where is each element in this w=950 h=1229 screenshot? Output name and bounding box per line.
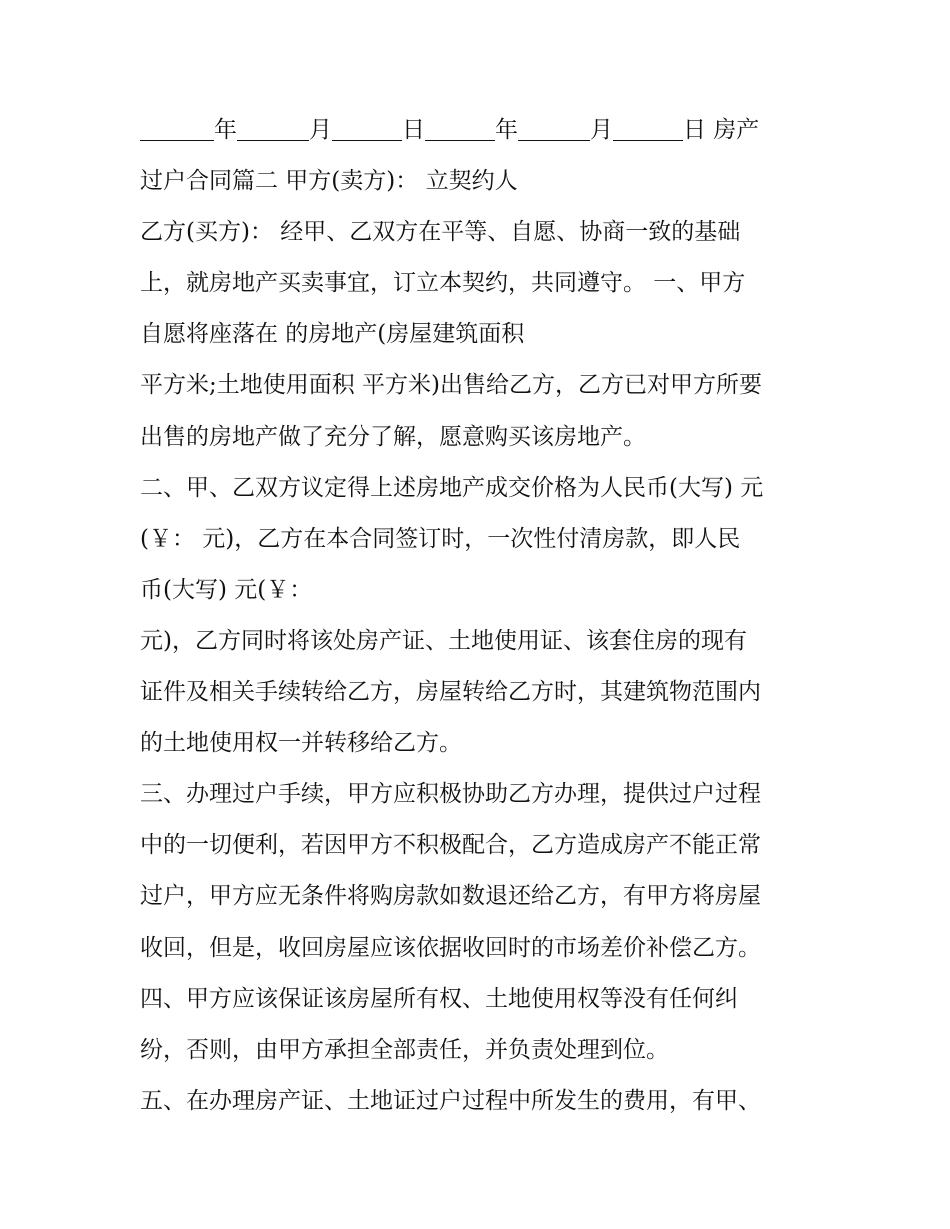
text-line: 上，就房地产买卖事宜，订立本契约，共同遵守。 一、甲方 bbox=[140, 270, 746, 297]
blank-line bbox=[613, 113, 683, 141]
year-label: 年 bbox=[495, 117, 518, 143]
text-line: 出售的房地产做了充分了解，愿意购买该房地产。 bbox=[140, 423, 646, 450]
text-line: 自愿将座落在 的房地产(房屋建筑面积 bbox=[140, 321, 525, 348]
blank-line bbox=[518, 113, 590, 141]
text-line: 二、甲、乙双方议定得上述房地产成交价格为人民币(大写) 元 bbox=[140, 474, 764, 501]
text-line: 币(大写) 元(￥： bbox=[140, 576, 313, 603]
text-line: 五、在办理房产证、土地证过户过程中所发生的费用，有甲、 bbox=[140, 1087, 761, 1114]
text-line: 中的一切便利，若因甲方不积极配合，乙方造成房产不能正常 bbox=[140, 832, 761, 859]
text-line: 纷，否则，由甲方承担全部责任，并负责处理到位。 bbox=[140, 1036, 669, 1063]
text-line: 过户合同篇二 甲方(卖方)： 立契约人 bbox=[140, 168, 518, 195]
text-line: 过户，甲方应无条件将购房款如数退还给乙方，有甲方将房屋 bbox=[140, 883, 761, 910]
day-label: 日 bbox=[402, 117, 425, 143]
day-label: 日 bbox=[683, 117, 706, 143]
date-line-tail: 房产 bbox=[706, 117, 760, 143]
blank-line bbox=[425, 113, 495, 141]
text-line: 证件及相关手续转给乙方，房屋转给乙方时，其建筑物范围内 bbox=[140, 679, 761, 706]
text-line: 的土地使用权一并转移给乙方。 bbox=[140, 730, 462, 757]
text-line: 乙方(买方)： 经甲、乙双方在平等、自愿、协商一致的基础 bbox=[140, 219, 741, 246]
text-line: 元)，乙方同时将该处房产证、土地使用证、该套住房的现有 bbox=[140, 627, 747, 654]
year-label: 年 bbox=[214, 117, 237, 143]
month-label: 月 bbox=[309, 117, 332, 143]
contract-text bbox=[140, 105, 820, 1127]
blank-line bbox=[237, 113, 309, 141]
text-line: 收回，但是，收回房屋应该依据收回时的市场差价补偿乙方。 bbox=[140, 934, 761, 961]
month-label: 月 bbox=[590, 117, 613, 143]
text-line: 平方米;土地使用面积 平方米)出售给乙方，乙方已对甲方所要 bbox=[140, 372, 763, 399]
date-line bbox=[140, 105, 820, 156]
text-line: (￥： 元)，乙方在本合同签订时，一次性付清房款，即人民 bbox=[140, 525, 741, 552]
blank-line bbox=[140, 113, 214, 141]
text-line: 三、办理过户手续，甲方应积极协助乙方办理，提供过户过程 bbox=[140, 781, 761, 808]
blank-line bbox=[332, 113, 402, 141]
text-line: 四、甲方应该保证该房屋所有权、土地使用权等没有任何纠 bbox=[140, 985, 738, 1012]
